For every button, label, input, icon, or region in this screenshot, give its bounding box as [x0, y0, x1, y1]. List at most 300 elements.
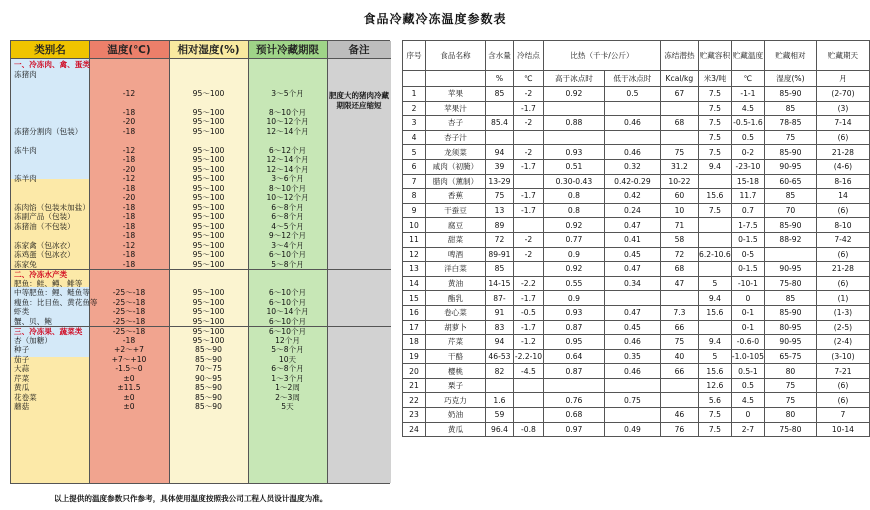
table-cell: 10 [660, 203, 698, 218]
table-cell: 10-14 [816, 422, 869, 437]
table-row [11, 307, 391, 317]
table-cell: -1.7 [513, 101, 543, 116]
table-cell: 15.6 [698, 305, 731, 320]
table-cell: 7 [403, 174, 426, 189]
table-cell [604, 378, 660, 393]
cell-name: 种子 [14, 345, 30, 354]
table-cell: -10-1 [731, 276, 764, 291]
table-cell: 66 [660, 364, 698, 379]
table-cell: 0.46 [604, 364, 660, 379]
food-name-cell: 卷心菜 [425, 305, 485, 320]
cell-temp: -18 [122, 231, 136, 240]
table-cell: 0.92 [543, 262, 604, 277]
table-cell [698, 174, 731, 189]
cell-term: 12～14个月 [266, 155, 309, 164]
table-row [11, 383, 391, 393]
unit-cell: ℃ [513, 71, 543, 87]
table-cell: -2 [513, 247, 543, 262]
table-cell: 75 [764, 130, 816, 145]
table-cell [513, 218, 543, 233]
table-cell: 0.47 [604, 262, 660, 277]
table-cell: 0.47 [604, 305, 660, 320]
cell-name: 三、冷冻果、蔬菜类 [14, 327, 83, 336]
table-cell: 85-90 [764, 305, 816, 320]
table-cell: 80 [764, 364, 816, 379]
table-row [11, 79, 391, 89]
table-cell: 0.9 [543, 291, 604, 306]
header-storage-volume: 贮藏容积 [698, 41, 731, 71]
food-name-cell: 苹果 [425, 87, 485, 102]
table-cell: 60-65 [764, 174, 816, 189]
table-row [403, 291, 870, 306]
cell-temp: -20 [122, 117, 136, 126]
cell-term: 3～6个月 [271, 174, 304, 183]
table-cell: 85 [485, 262, 513, 277]
table-row [11, 184, 391, 194]
table-row [403, 349, 870, 364]
table-cell: 0.41 [604, 232, 660, 247]
table-cell: (6) [816, 393, 869, 408]
table-cell [698, 320, 731, 335]
header-storage-period: 贮藏期天 [816, 41, 869, 71]
food-name-cell: 干酪 [425, 349, 485, 364]
unit-cell: 月 [816, 71, 869, 87]
cell-name: 中等肥鱼：鲤、鲢鱼等 [14, 288, 90, 297]
table-cell: 87- [485, 291, 513, 306]
table-cell: 0.88 [543, 116, 604, 131]
cell-name: 冻副产品（包装） [14, 212, 75, 221]
table-cell: 9.4 [698, 335, 731, 350]
table-cell: -1.7 [513, 291, 543, 306]
cell-temp: -25～-18 [112, 307, 146, 316]
table-cell: 6 [403, 159, 426, 174]
table-cell: 5.6 [698, 393, 731, 408]
cell-temp: ±0 [123, 373, 135, 383]
table-cell: 7 [816, 408, 869, 423]
table-row [403, 320, 870, 335]
cell-name: 肥鱼：鲑、鳟、鲱等 [14, 278, 83, 288]
table-cell: 11 [403, 232, 426, 247]
table-cell [543, 130, 604, 145]
table-cell: 85 [485, 87, 513, 102]
table-cell: 90-95 [764, 335, 816, 350]
table-cell: 0-1.5 [731, 232, 764, 247]
table-row [11, 174, 391, 184]
table-cell: 60 [660, 189, 698, 204]
food-name-cell: 龙须菜 [425, 145, 485, 160]
table-cell: 0-5 [731, 247, 764, 262]
unit-cell: 米3/吨 [698, 71, 731, 87]
cell-hum: 95～100 [192, 335, 225, 345]
table-cell: 96.4 [485, 422, 513, 437]
table-cell [698, 232, 731, 247]
header-specific-heat: 比热（千卡/公斤） [543, 41, 660, 71]
table-cell: 90-95 [764, 262, 816, 277]
table-cell [764, 247, 816, 262]
table-cell: 0.55 [543, 276, 604, 291]
table-cell: 0.46 [604, 145, 660, 160]
cell-name: 冻家兔 [14, 259, 37, 269]
table-cell: (6) [816, 247, 869, 262]
table-cell: 0.24 [604, 203, 660, 218]
table-row [11, 127, 391, 137]
cell-name: 冻猪肉 [14, 69, 37, 79]
table-cell: -1.2 [513, 335, 543, 350]
table-cell: 47 [660, 276, 698, 291]
table-row [11, 355, 391, 365]
table-cell: 7.5 [698, 145, 731, 160]
cell-temp: -12 [122, 145, 136, 155]
food-name-cell: 奶油 [425, 408, 485, 423]
table-row [11, 136, 391, 146]
cell-name: 冻猪分割肉（包装） [14, 126, 83, 136]
food-name-cell: 芹菜 [425, 335, 485, 350]
cell-name: 黄瓜 [14, 383, 30, 392]
table-cell: 15.6 [698, 364, 731, 379]
cell-temp: -1.5～0 [115, 364, 143, 373]
table-row [11, 393, 391, 403]
cell-temp: -18 [122, 212, 136, 221]
table-cell: 40 [660, 349, 698, 364]
table-cell: 0.9 [543, 247, 604, 262]
table-cell: -0.5 [513, 305, 543, 320]
table-cell: 0.93 [543, 305, 604, 320]
table-cell: (6) [816, 276, 869, 291]
cell-hum: 95～100 [192, 164, 225, 174]
header-index: 序号 [403, 41, 426, 71]
table-cell [660, 130, 698, 145]
table-cell: 0.76 [543, 393, 604, 408]
cell-term: 6～12个月 [268, 145, 307, 155]
cell-temp: -25～-18 [112, 316, 146, 326]
table-cell: 0.5-1 [731, 364, 764, 379]
table-cell: 0.30-0.43 [543, 174, 604, 189]
cell-temp: -18 [122, 259, 136, 269]
cell-term: 5天 [281, 402, 294, 411]
table-cell: 10-22 [660, 174, 698, 189]
cell-hum: 85～90 [195, 354, 222, 364]
table-cell: 68 [660, 116, 698, 131]
table-row [403, 276, 870, 291]
cell-hum: 95～100 [192, 240, 225, 250]
table-cell: (2-5) [816, 320, 869, 335]
table-cell: (6) [816, 203, 869, 218]
table-cell: 11.7 [731, 189, 764, 204]
table-cell: 7-42 [816, 232, 869, 247]
table-row [11, 165, 391, 175]
remark-note: 肥度大的猪肉冷藏期限还应缩短 [329, 91, 389, 110]
table-row [403, 203, 870, 218]
table-cell [485, 130, 513, 145]
table-cell: 1.6 [485, 393, 513, 408]
food-name-cell: 香蕉 [425, 189, 485, 204]
cell-hum: 95～100 [192, 107, 225, 117]
table-cell: 2 [403, 101, 426, 116]
cell-term: 10天 [278, 354, 297, 364]
food-name-cell: 胡萝卜 [425, 320, 485, 335]
frozen-storage-table [10, 40, 390, 484]
table-cell [604, 101, 660, 116]
table-row [11, 241, 391, 251]
table-row [403, 422, 870, 437]
table-cell: -1.7 [513, 189, 543, 204]
table-cell: 85-90 [764, 145, 816, 160]
table-row [403, 364, 870, 379]
cell-term: 6～10个月 [268, 288, 307, 297]
table-cell: 78-85 [764, 116, 816, 131]
cell-hum: 85～90 [195, 392, 222, 402]
table-cell: 13-29 [485, 174, 513, 189]
table-row [11, 212, 391, 222]
table-cell: 5 [403, 145, 426, 160]
cell-temp: -25～-18 [112, 288, 146, 297]
table-row [11, 345, 391, 355]
table-row [403, 174, 870, 189]
cell-name: 瘦鱼：比目鱼、黄花鱼等 [14, 297, 98, 307]
cell-name: 芹菜 [14, 373, 30, 383]
table-cell: 7-21 [816, 364, 869, 379]
table-cell: 7.5 [698, 408, 731, 423]
unit-cell: 低于冰点时 [604, 71, 660, 87]
cell-name: 冻肉馅（包装未加盐） [14, 202, 90, 212]
table-row [11, 222, 391, 232]
cell-temp: -18 [122, 183, 136, 193]
table-cell: 7.5 [698, 203, 731, 218]
table-cell: 0.49 [604, 422, 660, 437]
table-cell [698, 218, 731, 233]
table-cell [543, 378, 604, 393]
cell-hum: 95～100 [192, 174, 225, 183]
table-cell: -1.7 [513, 159, 543, 174]
table-cell: -1.0-105 [731, 349, 764, 364]
cell-hum: 95～100 [192, 193, 225, 202]
table-cell: 85 [764, 101, 816, 116]
table-cell: 1 [403, 87, 426, 102]
table-cell: 0.42-0.29 [604, 174, 660, 189]
cell-hum: 95～100 [192, 297, 225, 307]
table-cell: 8-10 [816, 218, 869, 233]
table-cell: 0.92 [543, 87, 604, 102]
table-cell: 85 [764, 189, 816, 204]
table-cell: 82 [485, 364, 513, 379]
cell-name: 冻牛肉 [14, 145, 37, 155]
table-cell: 14 [816, 189, 869, 204]
table-cell [660, 101, 698, 116]
table-cell: 0.8 [543, 189, 604, 204]
table-cell: 31.2 [660, 159, 698, 174]
table-cell [485, 378, 513, 393]
cell-temp: +7～+10 [111, 354, 147, 364]
table-cell [660, 291, 698, 306]
food-name-cell: 黄油 [425, 276, 485, 291]
cell-hum: 95～100 [192, 202, 225, 212]
table-row [403, 247, 870, 262]
table-cell: 6.2-10.6 [698, 247, 731, 262]
cell-hum: 95～100 [192, 183, 225, 193]
table-cell: 0-2 [731, 145, 764, 160]
cell-term: 9～12个月 [268, 231, 307, 240]
table-row [11, 279, 391, 289]
unit-cell [403, 71, 426, 87]
unit-cell: % [485, 71, 513, 87]
table-row [403, 335, 870, 350]
cell-term: 6～10个月 [268, 327, 307, 336]
table-cell: 15.6 [698, 189, 731, 204]
table-cell: 0.5 [731, 378, 764, 393]
table-cell: 8 [403, 189, 426, 204]
table-cell: 0.35 [604, 349, 660, 364]
table-row [403, 145, 870, 160]
table-cell: 12 [403, 247, 426, 262]
cell-name: 花卷菜 [14, 392, 37, 402]
food-name-cell: 干蚕豆 [425, 203, 485, 218]
table-cell: 75 [764, 378, 816, 393]
header-row-top [403, 41, 870, 71]
footnote: 以上提供的温度参数只作参考，具体使用温度按照我公司工程人员设计温度为准。 [54, 494, 328, 503]
cell-term: 5～8个月 [271, 345, 304, 354]
cell-temp: -12 [122, 88, 136, 98]
table-cell: -1.7 [513, 203, 543, 218]
table-row [403, 218, 870, 233]
table-cell: 9 [403, 203, 426, 218]
cell-temp: +2～+7 [114, 345, 144, 354]
table-cell: 94 [485, 145, 513, 160]
table-cell: 5 [698, 349, 731, 364]
table-cell: 7-14 [816, 116, 869, 131]
table-cell: 88-92 [764, 232, 816, 247]
cell-term: 6～10个月 [268, 250, 307, 259]
table-row [403, 408, 870, 423]
food-name-cell: 啤酒 [425, 247, 485, 262]
cell-temp: -20 [122, 164, 136, 174]
cell-hum: 95～100 [192, 316, 225, 326]
table-cell: 0.77 [543, 232, 604, 247]
table-cell: 0 [731, 408, 764, 423]
table-cell: 70 [764, 203, 816, 218]
cell-hum: 95～100 [192, 221, 225, 231]
table-cell: -2 [513, 116, 543, 131]
table-cell: 13 [403, 262, 426, 277]
table-row [403, 305, 870, 320]
table-cell: 8-16 [816, 174, 869, 189]
cell-term: 12个月 [275, 335, 300, 345]
table-cell: 68 [660, 262, 698, 277]
unit-cell: ℃ [731, 71, 764, 87]
cell-temp: ±0 [123, 392, 135, 402]
table-cell: 3 [403, 116, 426, 131]
cell-name: 二、冷冻水产类 [14, 270, 68, 279]
table-cell [513, 130, 543, 145]
table-cell: 9.4 [698, 291, 731, 306]
table-cell: 75 [485, 189, 513, 204]
table-cell [698, 262, 731, 277]
table-row [11, 317, 391, 327]
cell-term: 6～8个月 [271, 202, 304, 212]
table-cell: 0.46 [604, 335, 660, 350]
table-cell: 58 [660, 232, 698, 247]
cell-temp: -18 [122, 221, 136, 231]
table-row [11, 203, 391, 213]
cell-hum: 70～75 [195, 364, 222, 373]
cell-term: 4～5个月 [271, 221, 304, 231]
table-cell: 7.5 [698, 116, 731, 131]
table-cell: 76 [660, 422, 698, 437]
cell-term: 6～8个月 [271, 364, 304, 373]
table-cell: 0.87 [543, 320, 604, 335]
table-cell: 0.47 [604, 218, 660, 233]
table-cell: 0.7 [731, 203, 764, 218]
header-term: 预计冷藏期限 [248, 41, 327, 59]
table-cell: 75-80 [764, 276, 816, 291]
table-cell: 80 [764, 408, 816, 423]
cell-temp: -18 [122, 107, 136, 117]
table-cell: 7.5 [698, 422, 731, 437]
table-cell: -1.7 [513, 320, 543, 335]
table-cell: -0.5-1.6 [731, 116, 764, 131]
left-table-rows [11, 60, 391, 412]
cell-term: 12～14个月 [266, 126, 309, 136]
table-cell: 24 [403, 422, 426, 437]
cell-temp: -18 [122, 126, 136, 136]
table-cell: -23-10 [731, 159, 764, 174]
table-cell: 0 [731, 291, 764, 306]
table-cell: 85-90 [764, 87, 816, 102]
cell-temp: -12 [122, 240, 136, 250]
cell-hum: 95～100 [192, 126, 225, 136]
table-cell: 7.5 [698, 130, 731, 145]
food-name-cell: 杏子 [425, 116, 485, 131]
cell-name: 虾类 [14, 307, 30, 316]
unit-cell: Kcal/kg [660, 71, 698, 87]
table-cell: 7.5 [698, 87, 731, 102]
table-cell: 23 [403, 408, 426, 423]
food-name-cell: 甜菜 [425, 232, 485, 247]
cell-term: 6～10个月 [268, 316, 307, 326]
table-cell [513, 393, 543, 408]
table-cell: 21-28 [816, 145, 869, 160]
table-cell: 0.93 [543, 145, 604, 160]
table-cell: 4 [403, 130, 426, 145]
table-cell: 0-1.5 [731, 262, 764, 277]
table-cell [604, 130, 660, 145]
cell-temp: -18 [122, 155, 136, 164]
table-cell: -2 [513, 145, 543, 160]
header-temperature: 温度(℃) [89, 41, 169, 59]
cell-name: 茄子 [14, 354, 30, 364]
table-cell: 75 [660, 145, 698, 160]
table-cell: 71 [660, 218, 698, 233]
table-row [403, 130, 870, 145]
table-cell: (3-10) [816, 349, 869, 364]
food-name-cell: 苹果汁 [425, 101, 485, 116]
cell-term: 5～8个月 [271, 259, 304, 269]
table-cell: 75 [660, 335, 698, 350]
table-cell [660, 378, 698, 393]
table-cell: 4.5 [731, 101, 764, 116]
table-cell: (6) [816, 130, 869, 145]
table-cell: 17 [403, 320, 426, 335]
food-name-cell: 栗子 [425, 378, 485, 393]
cell-hum: 95～100 [192, 145, 225, 155]
table-cell: 7.5 [698, 101, 731, 116]
header-category: 类别名 [11, 41, 89, 59]
food-name-cell: 腊肉（薰制） [425, 174, 485, 189]
cell-temp: -12 [122, 174, 136, 183]
page-title: 食品冷藏冷冻温度参数表 [363, 12, 507, 26]
cell-temp: -18 [122, 202, 136, 212]
table-row [403, 159, 870, 174]
table-cell: -4.5 [513, 364, 543, 379]
